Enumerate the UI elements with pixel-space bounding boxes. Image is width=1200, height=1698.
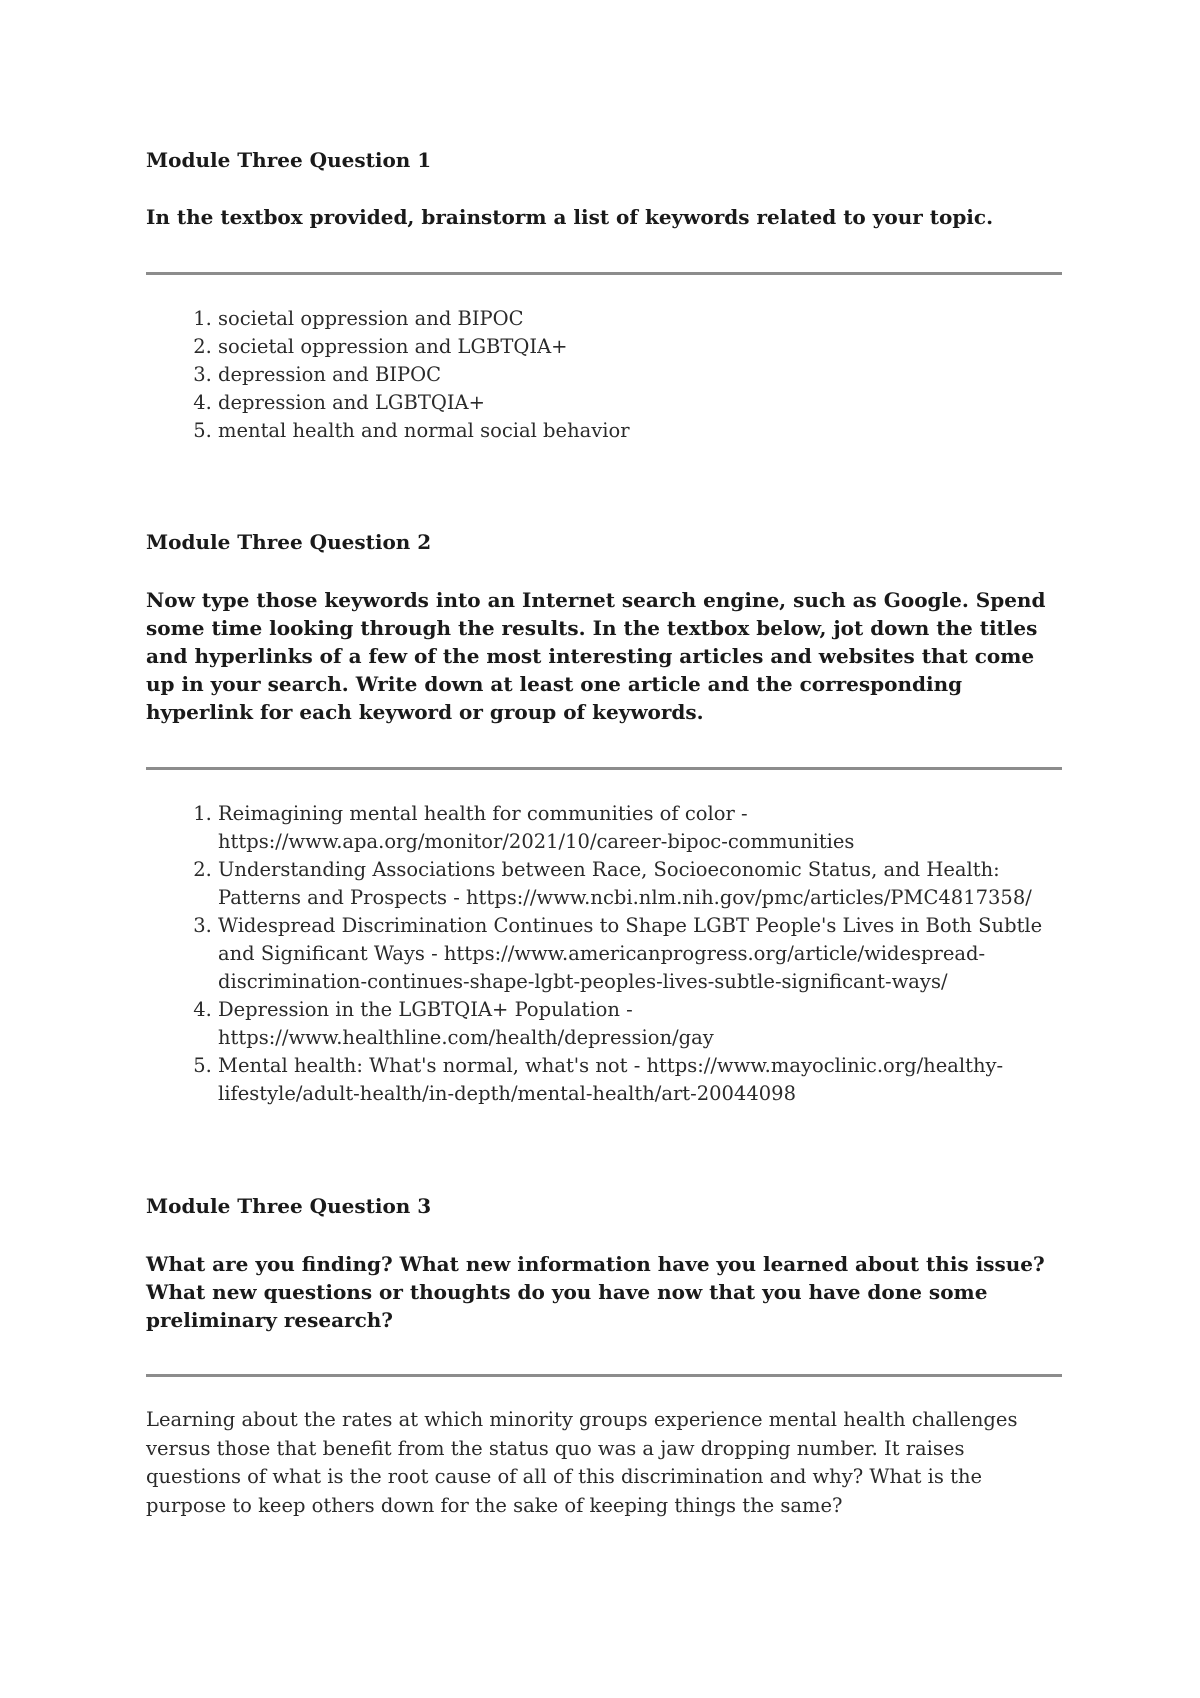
document-page (146, 0, 1062, 1698)
question-3-prompt-block (146, 1250, 1062, 1334)
question-3-answer-box[interactable] (146, 1406, 1062, 1520)
list-item: 4. Depression in the LGBTQIA+ Population - https://www.healthline.com/health/depression/gay (218, 996, 1062, 1052)
list-item: 2. societal oppression and LGBTQIA+ (218, 333, 1062, 361)
list-item: 1. Reimagining mental health for communities of color - https://www.apa.org/monitor/2021/10/career-bipoc-communities (218, 800, 1062, 856)
list-item: 5. mental health and normal social behavior (218, 417, 1062, 445)
divider-line (146, 767, 1062, 770)
question-2-prompt-block (146, 586, 1062, 726)
divider-line (146, 272, 1062, 275)
divider-line (146, 1374, 1062, 1377)
question-1-prompt: In the textbox provided, brainstorm a list of keywords related to your topic. (146, 205, 994, 229)
question-3-divider (146, 1374, 1062, 1377)
question-3-prompt: What are you finding? What new information have you learned about this issue? What new questions or thoughts do you have now that you have done some preliminary research? (146, 1252, 1045, 1332)
question-2-title-block (146, 528, 1062, 556)
question-2-title: Module Three Question 2 (146, 530, 432, 554)
question-1-title-block (146, 146, 1062, 174)
question-2-answer-list (146, 800, 1062, 1108)
list-item: 1. societal oppression and BIPOC (218, 305, 1062, 333)
list-item: 4. depression and LGBTQIA+ (218, 389, 1062, 417)
question-1-prompt-block (146, 203, 1062, 231)
question-2-answer-box[interactable] (146, 800, 1062, 1108)
question-3-title: Module Three Question 3 (146, 1194, 432, 1218)
question-2-divider (146, 767, 1062, 770)
question-3-answer: Learning about the rates at which minority groups experience mental health challenges versus those that benefit from the status quo was a jaw dropping number. It raises questions of what is the root cause of all of this discrimination and why? What is the purpose to keep others down for the sake of keeping things the same? (146, 1408, 1018, 1517)
question-2-prompt: Now type those keywords into an Internet search engine, such as Google. Spend some time looking through the results. In the textbox below, jot down the titles and hyperlinks of a few of the most interesting articles and websites that come up in your search. Write down at least one article and the corresponding hyperlink for each keyword or group of keywords. (146, 588, 1046, 724)
question-1-title: Module Three Question 1 (146, 148, 432, 172)
list-item: 3. Widespread Discrimination Continues to Shape LGBT People's Lives in Both Subtle and Significant Ways - https://www.americanprogress.org/article/widespread-discrimination-continues-shape-lgbt-peoples-lives-subtle-significant-ways/ (218, 912, 1062, 996)
list-item: 5. Mental health: What's normal, what's not - https://www.mayoclinic.org/healthy-lifestyle/adult-health/in-depth/mental-health/art-20044098 (218, 1052, 1062, 1108)
list-item: 3. depression and BIPOC (218, 361, 1062, 389)
question-3-title-block (146, 1192, 1062, 1220)
question-1-divider (146, 272, 1062, 275)
list-item: 2. Understanding Associations between Race, Socioeconomic Status, and Health: Patterns and Prospects - https://www.ncbi.nlm.nih.gov/pmc/articles/PMC4817358/ (218, 856, 1062, 912)
question-1-answer-box[interactable] (146, 305, 1062, 445)
question-1-answer-list (146, 305, 1062, 445)
